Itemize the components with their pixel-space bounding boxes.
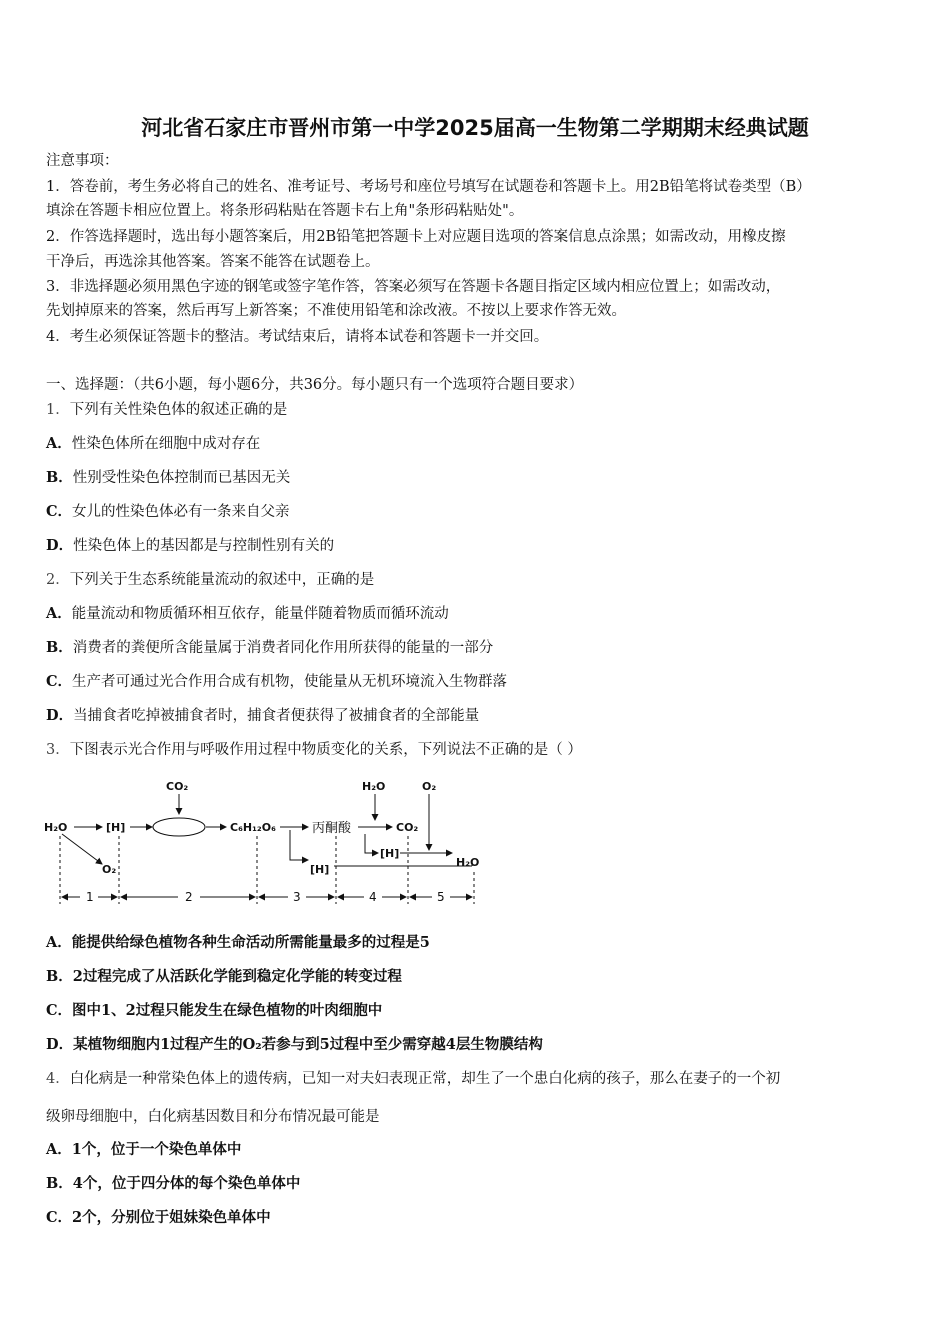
label-h-2: [H] (380, 847, 400, 860)
label-o2-low: O₂ (102, 863, 117, 876)
notice-line: 4．考生必须保证答题卡的整洁。考试结束后，请将本试卷和答题卡一并交回。 (46, 329, 549, 345)
option-label: C． (46, 1209, 73, 1226)
option-a (46, 1140, 241, 1160)
option-label: A． (46, 934, 72, 951)
label-co2-mid: CO₂ (396, 821, 419, 834)
option-text: 1个，位于一个染色单体中 (71, 1141, 242, 1158)
page-title: 河北省石家庄市晋州市第一中学2025届高一生物第二学期期末经典试题 (141, 116, 809, 140)
option-label: A． (46, 435, 72, 452)
question-4-stem (46, 1069, 780, 1089)
option-c (46, 1208, 271, 1228)
label-h-1: [H] (106, 821, 126, 834)
option-text: 生产者可通过光合作用合成有机物，使能量从无机环境流入生物群落 (72, 674, 508, 690)
stage-label: 5 (437, 890, 445, 904)
option-label: D． (46, 707, 74, 724)
option-label: D． (46, 1036, 74, 1053)
option-label: B． (46, 968, 73, 985)
option-text: 消费者的粪便所含能量属于消费者同化作用所获得的能量的一部分 (72, 640, 494, 656)
stage-label: 1 (86, 890, 94, 904)
label-c6h12o6: C₆H₁₂O₆ (230, 821, 276, 834)
option-d (46, 706, 479, 726)
option-label: C． (46, 1002, 73, 1019)
notice-line: 3．非选择题必须用黑色字迹的钢笔或签字笔作答，答案必须写在答题卡各题目指定区域内相应位置上；如需改动， (46, 279, 781, 295)
label-pyruvate: 丙酮酸 (312, 821, 352, 836)
notice-line: 1．答卷前，考生务必将自己的姓名、准考证号、考场号和座位号填写在试题卷和答题卡上。用2B铅笔将试卷类型（B） (46, 179, 811, 195)
question-text: 下列有关性染色体的叙述正确的是 (69, 402, 288, 418)
question-1-stem (46, 400, 287, 420)
option-label: B． (46, 1175, 73, 1192)
option-c (46, 1001, 382, 1021)
option-c (46, 672, 507, 692)
option-label: A． (46, 605, 72, 622)
option-b (46, 967, 402, 987)
option-a (46, 434, 260, 454)
photosynthesis-respiration-diagram (40, 772, 500, 912)
question-text: 白化病是一种常染色体上的遗传病，已知一对夫妇表现正常，却生了一个患白化病的孩子，那么在妻子的一个初 (69, 1071, 781, 1087)
option-b (46, 638, 493, 658)
option-label: A． (46, 1141, 72, 1158)
option-d (46, 1035, 543, 1055)
notice-line: 2．作答选择题时，选出每小题答案后，用2B铅笔把答题卡上对应题目选项的答案信息点涂黑；如需改动，用橡皮擦 (46, 229, 786, 245)
option-label: C． (46, 673, 73, 690)
notice-line: 填涂在答题卡相应位置上。将条形码粘贴在答题卡右上角"条形码粘贴处"。 (46, 203, 524, 219)
label-h-3: [H] (310, 863, 330, 876)
option-text: 图中1、2过程只能发生在绿色植物的叶肉细胞中 (72, 1002, 383, 1019)
option-d (46, 536, 334, 556)
option-label: D． (46, 537, 74, 554)
stage-label: 4 (369, 890, 377, 904)
label-co2-top: CO₂ (166, 780, 189, 793)
option-a (46, 933, 430, 953)
option-a (46, 604, 449, 624)
option-text: 能量流动和物质循环相互依存，能量伴随着物质而循环流动 (71, 606, 449, 622)
option-b (46, 1174, 300, 1194)
option-text: 2个，分别位于姐妹染色单体中 (72, 1209, 271, 1226)
stage-label: 3 (293, 890, 301, 904)
label-o2-top: O₂ (422, 780, 437, 793)
option-label: B． (46, 469, 73, 486)
question-number: 3． (46, 742, 70, 758)
question-4-stem-cont: 级卵母细胞中，白化病基因数目和分布情况最可能是 (46, 1109, 380, 1125)
option-text: 性别受性染色体控制而已基因无关 (72, 470, 291, 486)
question-number: 4． (46, 1071, 70, 1087)
stage-label: 2 (185, 890, 193, 904)
notice-line: 先划掉原来的答案，然后再写上新答案；不准使用铅笔和涂改液。不按以上要求作答无效。 (46, 303, 626, 319)
question-number: 2． (46, 572, 70, 588)
option-text: 某植物细胞内1过程产生的O₂若参与到5过程中至少需穿越4层生物膜结构 (73, 1036, 543, 1053)
option-c (46, 502, 290, 522)
option-label: B． (46, 639, 73, 656)
notice-line: 干净后，再选涂其他答案。答案不能答在试题卷上。 (46, 254, 380, 270)
option-text: 当捕食者吃掉被捕食者时，捕食者便获得了被捕食者的全部能量 (73, 708, 480, 724)
option-text: 2过程完成了从活跃化学能到稳定化学能的转变过程 (72, 968, 402, 985)
option-label: C． (46, 503, 73, 520)
question-text: 下图表示光合作用与呼吸作用过程中物质变化的关系，下列说法不正确的是（ ） (69, 742, 582, 758)
question-text: 下列关于生态系统能量流动的叙述中，正确的是 (69, 572, 375, 588)
option-text: 能提供给绿色植物各种生命活动所需能量最多的过程是5 (71, 934, 430, 951)
question-2-stem (46, 570, 374, 590)
option-text: 性染色体所在细胞中成对存在 (71, 436, 261, 452)
option-text: 4个，位于四分体的每个染色单体中 (72, 1175, 301, 1192)
question-3-stem (46, 740, 582, 760)
option-text: 性染色体上的基因都是与控制性别有关的 (73, 538, 335, 554)
option-b (46, 468, 290, 488)
notice-heading: 注意事项： (46, 153, 119, 169)
section-heading: 一、选择题：（共6小题，每小题6分，共36分。每小题只有一个选项符合题目要求） (46, 377, 584, 393)
label-h2o-left: H₂O (44, 821, 68, 834)
option-text: 女儿的性染色体必有一条来自父亲 (72, 504, 290, 520)
label-h2o-top: H₂O (362, 780, 386, 793)
question-number: 1． (46, 402, 70, 418)
label-h2o-right: H₂O (456, 856, 480, 869)
